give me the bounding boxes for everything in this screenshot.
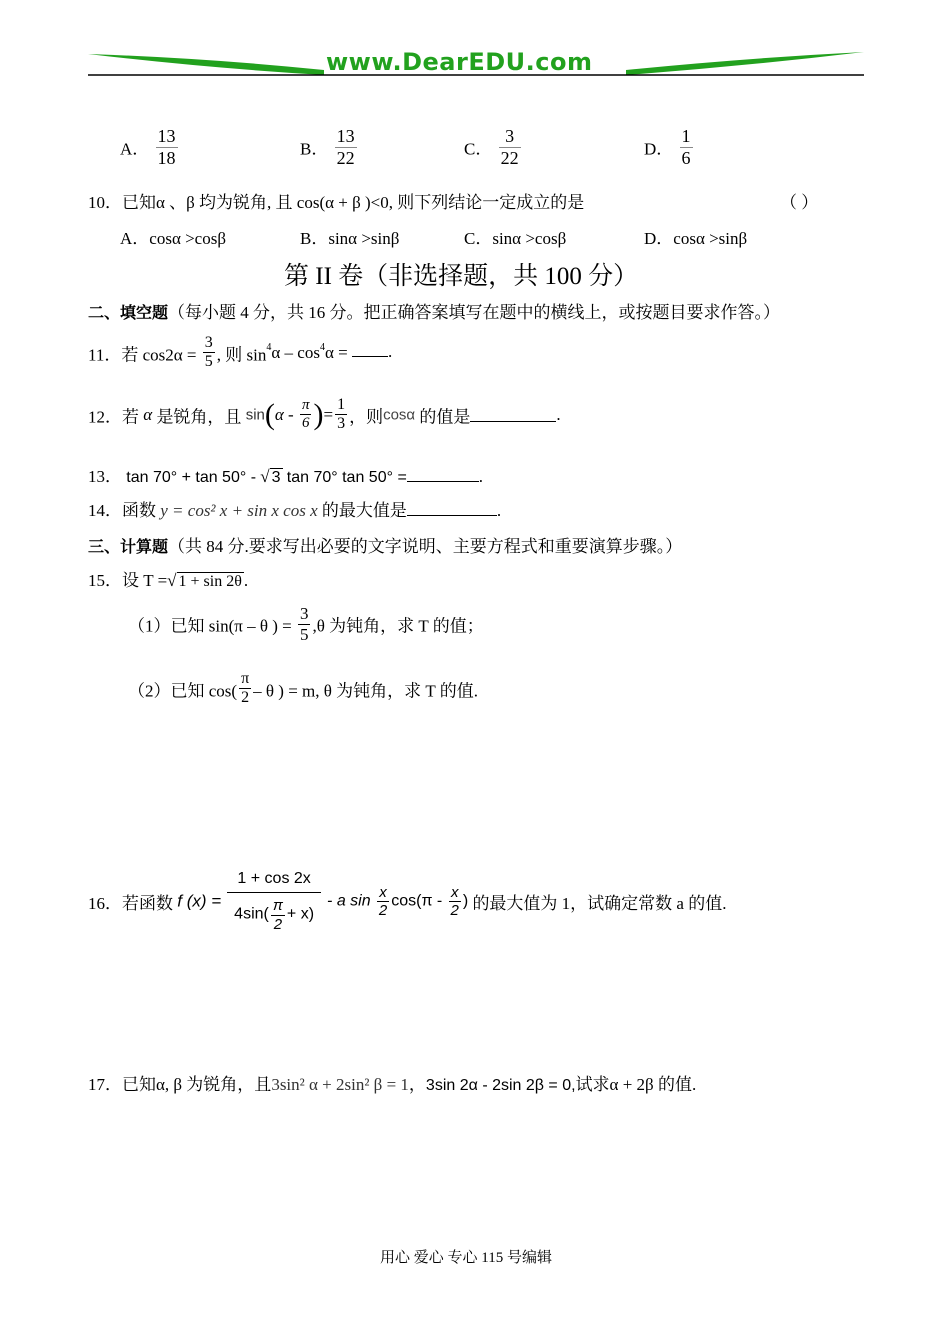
section-calculation-desc: （共 84 分.要求写出必要的文字说明、主要方程式和重要演算步骤。） (168, 537, 683, 556)
q9-option-c: C． $\frac{3}{22}$ (464, 126, 519, 168)
q10-option-a: A．cosα >cosβ (120, 229, 226, 248)
q11: 11．若 cos2α = $\frac{3}{5}$ , 则 $\sin^4\alpha - \cos^4\alpha$ = . (88, 334, 393, 371)
q15-stem: 15．设 T =√ 1 + sin 2θ . (88, 571, 249, 590)
q10-answer-paren: （ ） (780, 193, 819, 212)
q15-part1: （1）已知 sin(π – θ ) = $\frac{3}{5}$ ,θ 为钝角，求 T 的值； (128, 604, 484, 644)
section-fill-in (88, 298, 780, 323)
section-fill-in-label: 二、填空题 (88, 305, 169, 322)
part-two-title: 第 II 卷（非选择题，共 100 分） (284, 263, 639, 290)
q10-stem: 10．已知α 、β 均为锐角, 且 cos(α + β )<0, 则下列结论一定成立的是 (88, 193, 585, 212)
q9-option-b: B． $\frac{13}{22}$ (300, 126, 355, 168)
q13: 13． tan 70° + tan 50° - √ 3 tan 70° tan 50° = . (88, 467, 484, 486)
left-leaf-swoosh (88, 54, 324, 75)
q15-part2: （2）已知 cos( $\frac{\pi}{2}$ – θ ) = m, θ 为钝角，求 T 的值. (128, 670, 478, 707)
q12: 12．若 α 是锐角，且 sin(α - $\frac{\pi}{6}$ )= $\frac{1}{3}$ ，则cosα 的值是 . (88, 396, 561, 433)
q11-answer-blank[interactable] (352, 342, 388, 357)
q14-answer-blank[interactable] (407, 501, 497, 516)
section-calculation (88, 532, 682, 557)
q10-option-d: D．cosα >sinβ (644, 229, 748, 248)
q13-answer-blank[interactable] (407, 467, 479, 482)
footer-text: 用心 爱心 专心 115 号编辑 (380, 1250, 552, 1266)
q9-option-d: D． $\frac{1}{6}$ (644, 126, 691, 168)
q9-option-a: A． $\frac{13}{18}$ (120, 126, 176, 168)
q12-answer-blank[interactable] (470, 407, 556, 422)
right-leaf-swoosh (626, 52, 864, 75)
q14: 14．函数 y = cos² x + sin x cos x 的最大值是 . (88, 501, 502, 520)
q10-option-b: B．sinα >sinβ (300, 229, 400, 248)
section-calculation-label: 三、计算题 (88, 539, 169, 556)
section-fill-in-desc: （每小题 4 分，共 16 分。把正确答案填写在题中的横线上，或按题目要求作答。） (168, 303, 781, 322)
q10-option-c: C．sinα >cosβ (464, 229, 567, 248)
site-logo-text: www.DearEDU.com (326, 48, 593, 76)
q16: 16．若函数 f (x) = 1 + cos 2x 4sin( $\frac{\pi}{2}$ + x) - a sin $\frac{x}{2}$ cos(π - $\frac{x}{2}$ ) 的最大值为 1，试确定常数 a 的值. (88, 870, 727, 933)
q17: 17．已知α, β 为锐角，且3sin² α + 2sin² β = 1，3sin 2α - 2sin 2β = 0,试求α + 2β 的值. (88, 1075, 697, 1094)
